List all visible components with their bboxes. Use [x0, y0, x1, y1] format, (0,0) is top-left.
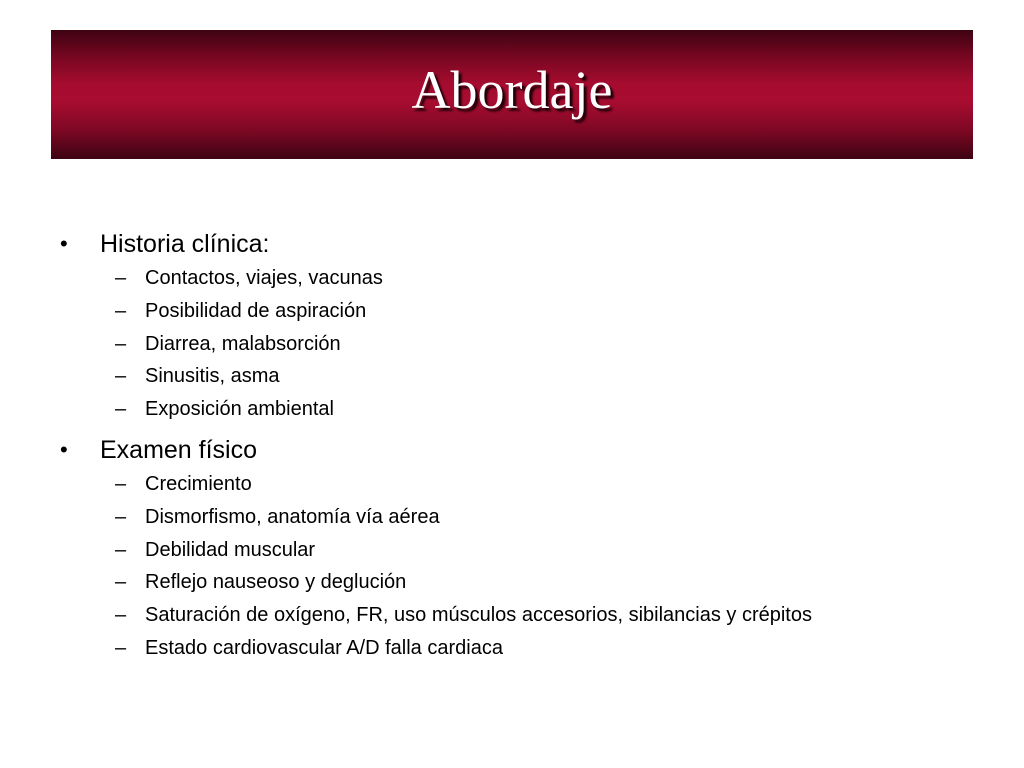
sub-item-text: Debilidad muscular	[145, 538, 316, 561]
sub-item	[58, 566, 978, 599]
sub-item-text: Crecimiento	[145, 472, 252, 495]
dash-icon: –	[115, 267, 127, 289]
sub-item	[58, 360, 978, 393]
slide-title: Abordaje	[411, 59, 613, 120]
sub-item-text: Estado cardiovascular A/D falla cardiaca	[145, 636, 503, 659]
dash-icon: –	[115, 365, 127, 388]
dash-icon: –	[115, 571, 127, 594]
bullet-icon: •	[60, 231, 68, 256]
bullet-item	[58, 226, 978, 262]
dash-icon: –	[115, 332, 127, 355]
section-examen-fisico	[58, 432, 978, 665]
sub-item-text: Exposición ambiental	[145, 398, 334, 421]
dash-icon: –	[115, 472, 127, 495]
sub-item	[58, 599, 978, 632]
slide-content	[58, 226, 978, 665]
dash-icon: –	[115, 604, 127, 627]
sub-item	[58, 295, 978, 328]
dash-icon: –	[115, 398, 127, 421]
sub-item-text: Sinusitis, asma	[145, 365, 280, 388]
dash-icon: –	[115, 538, 127, 561]
sub-item	[58, 501, 978, 534]
sub-item	[58, 262, 978, 295]
bullet-icon: •	[60, 436, 68, 462]
sub-item	[58, 328, 978, 361]
sub-item-text: Contactos, viajes, vacunas	[145, 267, 383, 289]
dash-icon: –	[115, 636, 127, 659]
sub-item-text: Diarrea, malabsorción	[145, 332, 341, 355]
sub-item	[58, 534, 978, 567]
sub-item-text: Posibilidad de aspiración	[145, 299, 367, 322]
section-historia-clinica	[58, 226, 978, 426]
dash-icon: –	[115, 505, 127, 528]
bullet-heading: Examen físico	[100, 435, 258, 464]
sub-item	[58, 393, 978, 426]
bullet-heading: Historia clínica:	[100, 230, 270, 258]
title-banner	[51, 30, 973, 159]
sub-item	[58, 468, 978, 501]
bullet-item	[58, 432, 978, 468]
sub-item-text: Saturación de oxígeno, FR, uso músculos accesorios, sibilancias y crépitos	[145, 604, 812, 627]
dash-icon: –	[115, 299, 127, 322]
sub-item-text: Reflejo nauseoso y deglución	[145, 571, 407, 594]
sub-item-text: Dismorfismo, anatomía vía aérea	[145, 505, 440, 528]
sub-item	[58, 632, 978, 665]
